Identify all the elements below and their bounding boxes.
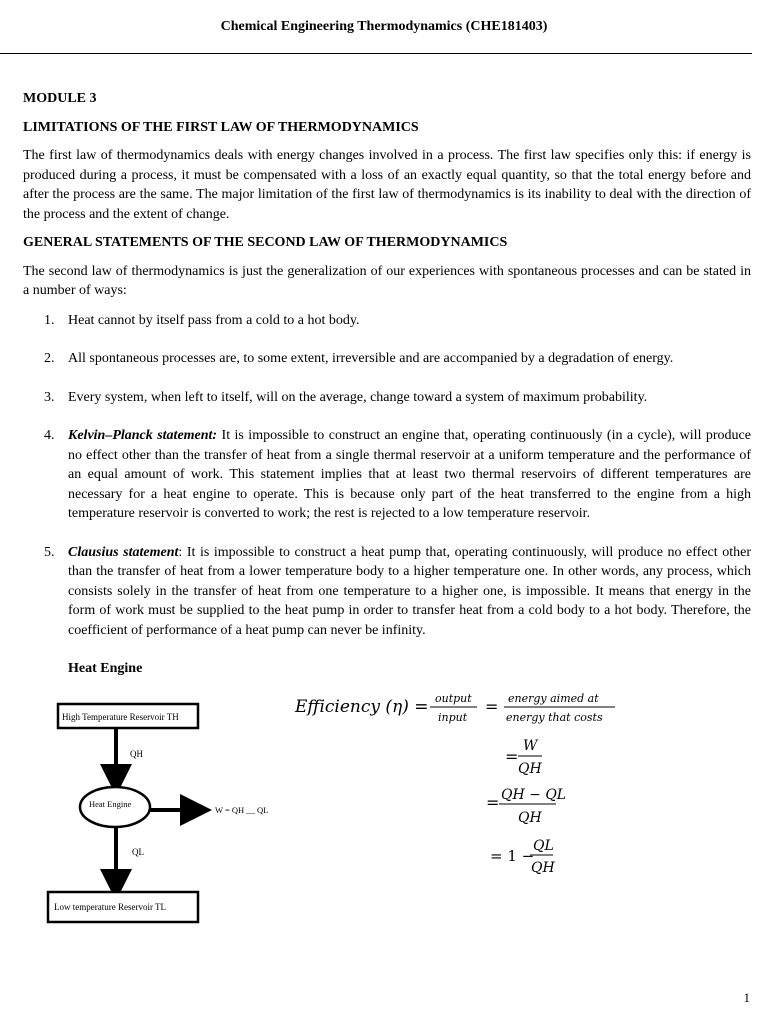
ql-label: QL — [132, 847, 144, 857]
list-text: : It is impossible to construct a heat pump that, operating continuously, will produce no effect other than the transfer of heat from a lower temperature body to a higher temperature one. In other words, any process, which consists solely in the transfer of heat from one temperature to a higher one, is impossible. It means that energy in the form of work must be supplied to the heat pump in order to transfer heat from a cold body to a hot body. Therefore, the coefficient of performance of a heat pump can never be infinity. — [68, 544, 751, 638]
list-number: 2. — [44, 351, 55, 366]
list-number: 4. — [44, 428, 55, 443]
list-item — [23, 311, 751, 331]
line4-numerator: QL — [533, 838, 554, 854]
frac2-numerator: energy aimed at — [508, 692, 599, 705]
line4-prefix: = 1 − — [490, 847, 535, 865]
list-text: All spontaneous processes are, to some extent, irreversible and are accompanied by a degradation of energy. — [68, 351, 674, 366]
list-item — [23, 349, 751, 369]
module-heading: MODULE 3 — [23, 91, 97, 106]
second-law-statements — [23, 311, 751, 641]
qh-label: QH — [130, 749, 143, 759]
high-reservoir-label: High Temperature Reservoir TH — [62, 712, 179, 722]
page-number: 1 — [743, 990, 750, 1005]
section2-heading: GENERAL STATEMENTS OF THE SECOND LAW OF THERMODYNAMICS — [23, 235, 508, 250]
line3-denominator: QH — [518, 810, 542, 826]
frac1-denominator: input — [438, 711, 468, 724]
line3-numerator: QH − QL — [501, 787, 567, 803]
section2-intro: The second law of thermodynamics is just the generalization of our experiences with spontaneous processes and can be stated in a number of ways: — [23, 263, 751, 298]
section1-paragraph: The first law of thermodynamics deals with energy changes involved in a process. The first law specifies only this: if energy is produced during a process, it must be compensated with a loss of an exactly equal quantity, so that the total energy before and after the process are the same. The major limitation of the first law of thermodynamics is its inability to deal with the direction of the process and the extent of change. — [23, 148, 751, 222]
frac2-denominator: energy that costs — [506, 711, 603, 724]
efficiency-lhs: Efficiency (η) = — [295, 697, 429, 717]
page-header: Chemical Engineering Thermodynamics (CHE181403) — [220, 19, 548, 34]
work-label: W = QH __ QL — [215, 805, 269, 815]
list-text: Heat cannot by itself pass from a cold to a hot body. — [68, 312, 360, 328]
equals-sign: = — [486, 793, 500, 812]
line4-denominator: QH — [531, 860, 555, 876]
list-number: 3. — [44, 389, 55, 405]
line2-denominator: QH — [518, 761, 542, 777]
clausius-label: Clausius statement — [68, 544, 179, 560]
low-reservoir-label: Low temperature Reservoir TL — [54, 902, 167, 912]
list-text: Every system, when left to itself, will on the average, change toward a system of maximum probability. — [68, 389, 648, 405]
line2-numerator: W — [523, 738, 538, 754]
equals-sign: = — [505, 747, 519, 766]
list-item — [23, 543, 751, 641]
list-item — [23, 426, 751, 524]
equals-sign: = — [485, 697, 499, 716]
header-rule — [0, 53, 752, 54]
section1-heading: LIMITATIONS OF THE FIRST LAW OF THERMODYNAMICS — [23, 119, 419, 135]
heat-engine-label: Heat Engine — [89, 799, 132, 809]
list-text: It is impossible to construct an engine that, operating continuously (in a cycle), will produce no effect other than the transfer of heat from a single thermal reservoir at a uniform temperature and the performance of an equal amount of work. This statement implies that at least two thermal reservoirs of different temperatures are necessary for a heat engine to operate. This is because only part of the heat transferred to the engine from a high temperature reservoir is converted to work; the rest is rejected to a low temperature reservoir. — [68, 428, 751, 521]
efficiency-equation — [290, 686, 630, 886]
document-body — [23, 89, 751, 659]
kelvin-planck-label: Kelvin–Planck statement: — [68, 428, 218, 443]
heat-engine-diagram — [0, 680, 290, 930]
list-item — [23, 388, 751, 408]
list-number: 5. — [44, 544, 55, 560]
frac1-numerator: output — [435, 692, 472, 705]
heat-engine-heading: Heat Engine — [68, 661, 143, 676]
list-number: 1. — [44, 312, 55, 328]
